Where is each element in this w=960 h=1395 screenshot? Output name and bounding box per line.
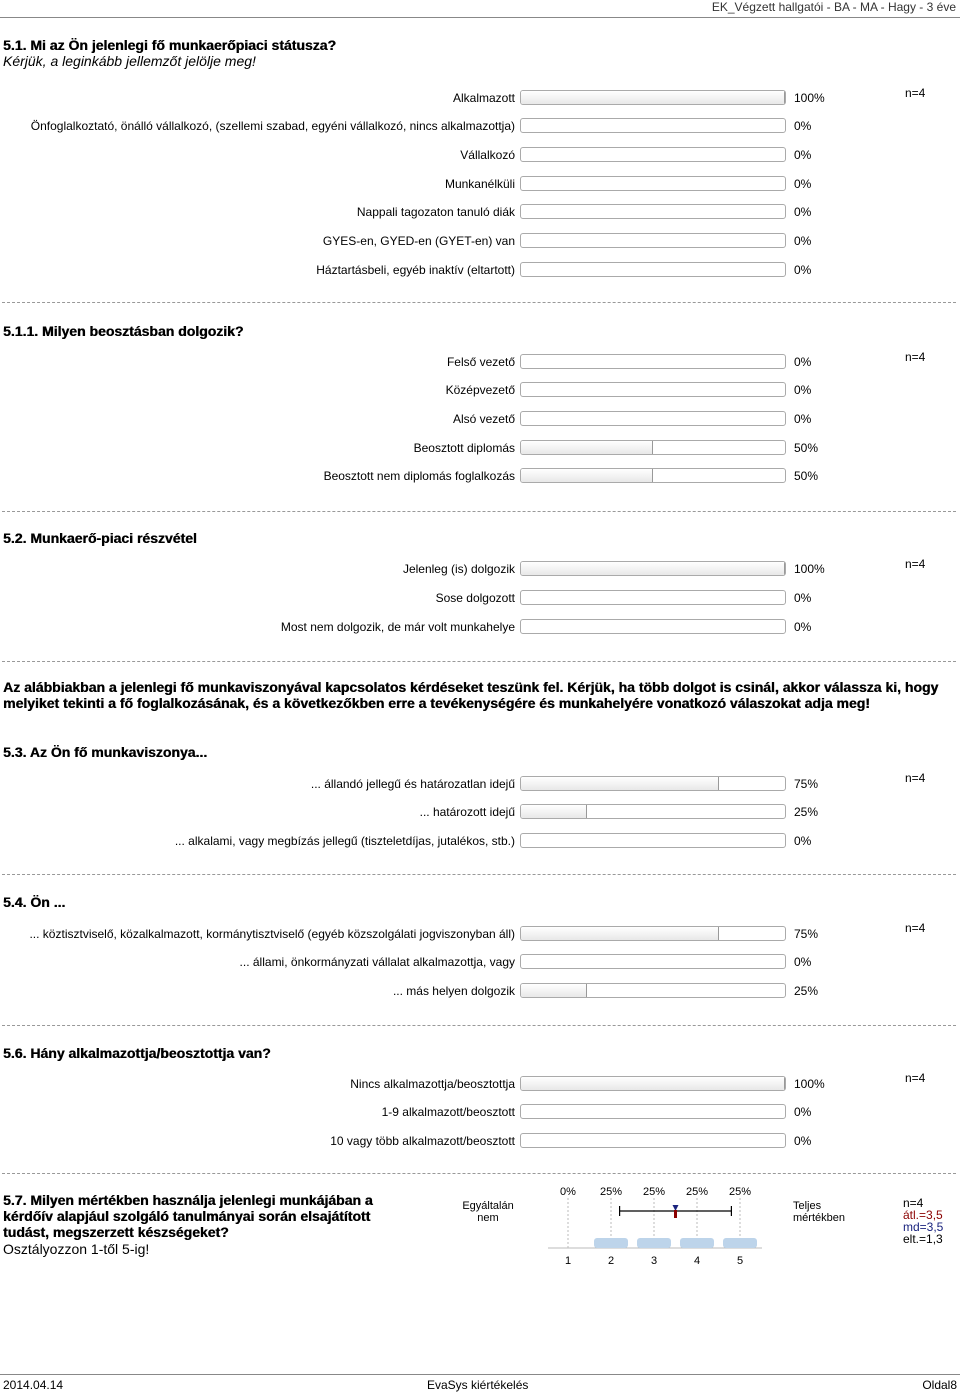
percentage-bar <box>520 619 786 634</box>
answer-label: 1-9 alkalmazott/beosztott <box>381 1105 515 1119</box>
answer-row <box>0 354 960 372</box>
percentage-bar <box>520 1104 786 1119</box>
percentage-bar <box>520 468 786 483</box>
answer-label: 10 vagy több alkalmazott/beosztott <box>330 1134 515 1148</box>
scale-number: 4 <box>693 1255 701 1267</box>
answer-percentage: 0% <box>794 355 812 369</box>
sample-size: n=4 <box>905 1071 926 1085</box>
percentage-bar <box>520 561 786 576</box>
section-divider <box>2 302 956 303</box>
answer-row <box>0 233 960 251</box>
answer-label: Felső vezető <box>446 355 515 369</box>
answer-percentage: 0% <box>794 1134 812 1148</box>
scale-number: 3 <box>650 1255 658 1267</box>
section-divider <box>2 874 956 875</box>
percentage-bar <box>520 954 786 969</box>
answer-label: Nincs alkalmazottja/beosztottja <box>350 1077 515 1091</box>
scale-top-percentage: 25% <box>728 1186 752 1198</box>
answer-percentage: 0% <box>794 234 812 248</box>
scale-top-percentage: 0% <box>560 1186 576 1198</box>
percentage-bar <box>520 983 786 998</box>
answer-row <box>0 411 960 429</box>
scale-number: 5 <box>736 1255 744 1267</box>
distribution-bar <box>723 1238 757 1248</box>
answer-row <box>0 147 960 165</box>
q57-stat-sd: elt.=1,3 <box>903 1232 943 1246</box>
scale-top-percentage: 25% <box>642 1186 666 1198</box>
section-title: 5.1.1. Milyen beosztásban dolgozik? <box>3 323 244 339</box>
answer-row <box>0 776 960 794</box>
header-title: EK_Végzett hallgatói - BA - MA - Hagy - 3 éve <box>711 0 956 14</box>
answer-percentage: 50% <box>794 469 819 483</box>
answer-percentage: 0% <box>794 205 812 219</box>
percentage-bar <box>520 833 786 848</box>
percentage-bar <box>520 411 786 426</box>
answer-percentage: 0% <box>794 263 812 277</box>
answer-label: ... állandó jellegű és határozatlan idejű <box>310 777 515 791</box>
percentage-bar <box>520 204 786 219</box>
percentage-bar <box>520 590 786 605</box>
answer-percentage: 75% <box>794 927 819 941</box>
answer-label: Jelenleg (is) dolgozik <box>402 562 515 576</box>
answer-label: Háztartásbeli, egyéb inaktív (eltartott) <box>316 263 515 277</box>
percentage-bar <box>520 147 786 162</box>
percentage-bar <box>520 176 786 191</box>
section-subtitle: Kérjük, a leginkább jellemzőt jelölje meg! <box>3 53 256 69</box>
answer-row <box>0 954 960 972</box>
answer-percentage: 0% <box>794 148 812 162</box>
percentage-bar-fill <box>521 777 719 790</box>
q57-scale-chart <box>540 1184 790 1270</box>
footer-center: EvaSys kiértékelés <box>427 1378 529 1392</box>
header-divider <box>0 17 960 18</box>
scale-number: 1 <box>564 1255 572 1267</box>
percentage-bar-fill <box>521 984 587 997</box>
percentage-bar <box>520 440 786 455</box>
answer-label: GYES-en, GYED-en (GYET-en) van <box>322 234 515 248</box>
sample-size: n=4 <box>905 557 926 571</box>
answer-label: ... állami, önkormányzati vállalat alkalmazottja, vagy <box>239 955 515 969</box>
answer-row <box>0 90 960 108</box>
answer-row <box>0 262 960 280</box>
percentage-bar <box>520 262 786 277</box>
q57-right-anchor: Teljes mértékben <box>793 1200 845 1224</box>
answer-percentage: 100% <box>794 562 825 576</box>
answer-percentage: 0% <box>794 383 812 397</box>
percentage-bar <box>520 804 786 819</box>
answer-label: Alsó vezető <box>452 412 515 426</box>
answer-row <box>0 118 960 136</box>
q57-left-anchor: Egyáltalán nem <box>462 1200 514 1224</box>
answer-row <box>0 561 960 579</box>
answer-percentage: 0% <box>794 177 812 191</box>
footer-date: 2014.04.14 <box>3 1378 64 1392</box>
answer-row <box>0 983 960 1001</box>
section-divider <box>2 511 956 512</box>
section-title: 5.4. Ön ... <box>3 894 66 910</box>
answer-label: Sose dolgozott <box>435 591 515 605</box>
section-title: 5.3. Az Ön fő munkaviszonya... <box>3 744 208 760</box>
percentage-bar <box>520 1076 786 1091</box>
answer-percentage: 0% <box>794 955 812 969</box>
footer-page: Oldal8 <box>922 1378 957 1392</box>
answer-percentage: 0% <box>794 620 812 634</box>
percentage-bar <box>520 118 786 133</box>
percentage-bar <box>520 90 786 105</box>
percentage-bar <box>520 233 786 248</box>
section-divider <box>2 1025 956 1026</box>
answer-percentage: 0% <box>794 119 812 133</box>
answer-row <box>0 468 960 486</box>
answer-row <box>0 382 960 400</box>
distribution-bar <box>594 1238 628 1248</box>
answer-label: ... alkalami, vagy megbízás jellegű (tiszteletdíjas, jutalékos, stb.) <box>174 834 515 848</box>
answer-percentage: 25% <box>794 984 819 998</box>
answer-label: Középvezető <box>445 383 515 397</box>
answer-label: Munkanélküli <box>444 177 515 191</box>
q57-stat-n: n=4 <box>903 1196 924 1210</box>
scale-number: 2 <box>607 1255 615 1267</box>
answer-row <box>0 1133 960 1151</box>
answer-label: Vállalkozó <box>460 148 515 162</box>
percentage-bar-fill <box>521 805 587 818</box>
q57-stat-mean: átl.=3,5 <box>903 1208 943 1222</box>
answer-label: Beosztott nem diplomás foglalkozás <box>323 469 515 483</box>
answer-label: ... köztisztviselő, közalkalmazott, kormánytisztviselő (egyéb közszolgálati jogviszonyban áll) <box>29 927 515 941</box>
scale-top-percentage: 25% <box>599 1186 623 1198</box>
section-divider <box>2 661 956 662</box>
answer-percentage: 0% <box>794 1105 812 1119</box>
answer-row <box>0 176 960 194</box>
q57-subtitle: Osztályozzon 1-től 5-ig! <box>3 1241 150 1257</box>
answer-row <box>0 1104 960 1122</box>
answer-row <box>0 1076 960 1094</box>
percentage-bar-fill <box>521 469 653 482</box>
percentage-bar-fill <box>521 91 785 104</box>
answer-percentage: 0% <box>794 412 812 426</box>
section-divider <box>2 1173 956 1174</box>
answer-percentage: 0% <box>794 591 812 605</box>
answer-percentage: 25% <box>794 805 819 819</box>
q57-title: 5.7. Milyen mértékben használja jelenlegi munkájában a kérdőív alapjául szolgáló tanulmányai során elsajátított tudást, megszerzett készségeket? <box>3 1192 373 1240</box>
percentage-bar <box>520 926 786 941</box>
percentage-bar-fill <box>521 1077 785 1090</box>
percentage-bar-fill <box>521 441 653 454</box>
section-title: 5.2. Munkaerő-piaci részvétel <box>3 530 197 546</box>
answer-percentage: 50% <box>794 441 819 455</box>
percentage-bar-fill <box>521 927 719 940</box>
answer-label: Önfoglalkoztató, önálló vállalkozó, (szellemi szabad, egyéni vállalkozó, nincs alkalmazottja) <box>30 119 515 133</box>
percentage-bar <box>520 354 786 369</box>
answer-percentage: 100% <box>794 91 825 105</box>
answer-row <box>0 440 960 458</box>
answer-percentage: 100% <box>794 1077 825 1091</box>
percentage-bar <box>520 776 786 791</box>
answer-percentage: 75% <box>794 777 819 791</box>
answer-label: Beosztott diplomás <box>413 441 515 455</box>
answer-label: ... más helyen dolgozik <box>392 984 515 998</box>
intro-text: Az alábbiakban a jelenlegi fő munkaviszonyával kapcsolatos kérdéseket teszünk fel. Kérjük, ha több dolgot is csinál, akkor válassza ki, hogy melyiket tekinti a fő foglalkozásának, és a következőkben erre a tevékenységére és munkahelyére vonatkozó válaszokat adja meg! <box>3 679 939 711</box>
sample-size: n=4 <box>905 350 926 364</box>
mean-marker <box>674 1210 677 1218</box>
distribution-bar <box>637 1238 671 1248</box>
answer-label: ... határozott idejű <box>419 805 515 819</box>
q57-stat-median: md=3,5 <box>903 1220 944 1234</box>
answer-row <box>0 926 960 944</box>
percentage-bar <box>520 1133 786 1148</box>
footer-divider <box>0 1374 960 1375</box>
answer-row <box>0 590 960 608</box>
sample-size: n=4 <box>905 771 926 785</box>
percentage-bar <box>520 382 786 397</box>
answer-percentage: 0% <box>794 834 812 848</box>
sample-size: n=4 <box>905 921 926 935</box>
answer-label: Alkalmazott <box>452 91 515 105</box>
sample-size: n=4 <box>905 86 926 100</box>
scale-top-percentage: 25% <box>685 1186 709 1198</box>
answer-row <box>0 204 960 222</box>
percentage-bar-fill <box>521 562 785 575</box>
distribution-bar <box>680 1238 714 1248</box>
answer-row <box>0 619 960 637</box>
answer-label: Most nem dolgozik, de már volt munkahelye <box>280 620 515 634</box>
answer-row <box>0 833 960 851</box>
answer-row <box>0 804 960 822</box>
answer-label: Nappali tagozaton tanuló diák <box>356 205 515 219</box>
section-title: 5.6. Hány alkalmazottja/beosztottja van? <box>3 1045 271 1061</box>
section-title: 5.1. Mi az Ön jelenlegi fő munkaerőpiaci státusza? <box>3 37 336 53</box>
